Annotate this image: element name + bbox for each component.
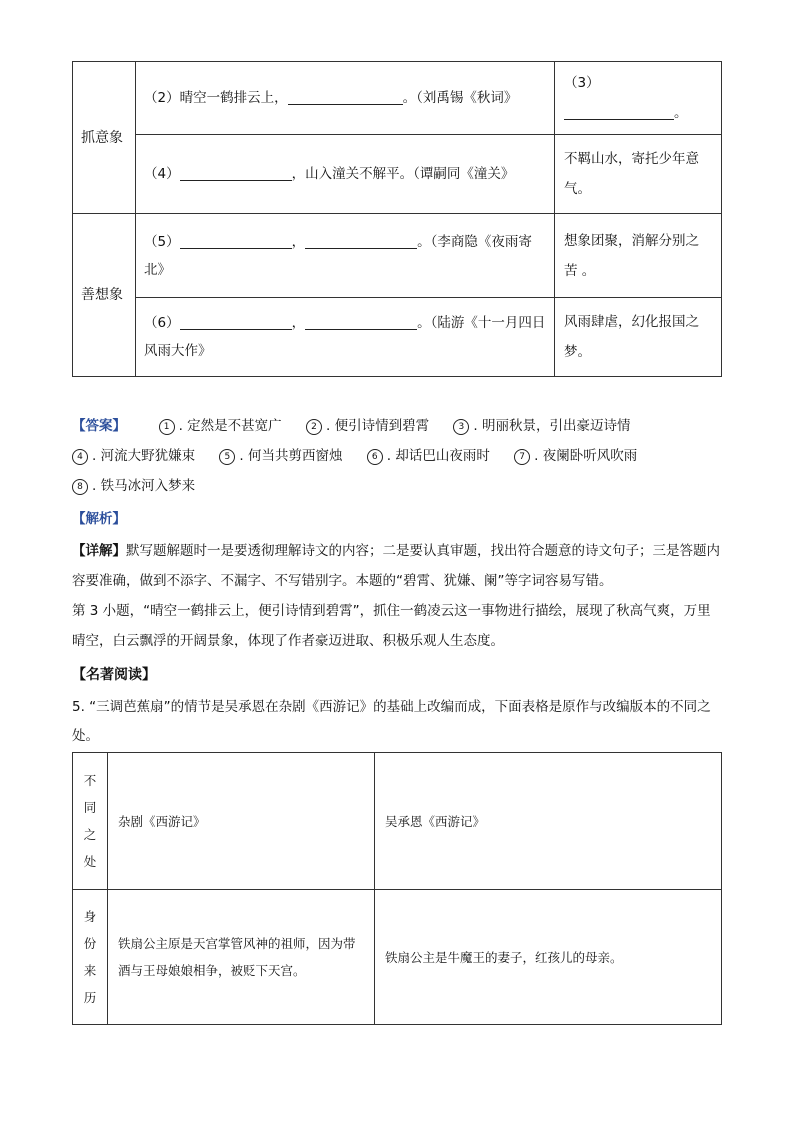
question-cell <box>136 62 555 135</box>
q3-paragraph: 第 3 小题，“晴空一鹤排云上，便引诗情到碧霄”，抓住一鹤凌云这一事物进行描绘，展现了秋高气爽，万里晴空，白云飘浮的开阔景象，体现了作者豪迈进取、积极乐观人生态度。 <box>72 603 711 649</box>
vertical-char: 处 <box>83 854 97 869</box>
table-row <box>73 135 722 214</box>
analysis-label: 【解析】 <box>72 511 126 527</box>
answer-item <box>72 441 195 471</box>
table-header-row <box>73 753 722 890</box>
question-number: （3） <box>564 75 600 91</box>
answer-number: 7 <box>514 449 530 465</box>
row-vertical-cell <box>73 890 108 1025</box>
answer-item <box>514 441 637 471</box>
question-source: 。（李商隐《夜雨寄北》 <box>144 233 532 278</box>
question-number: （2） <box>144 90 180 106</box>
answer-number: 5 <box>219 449 235 465</box>
answer-blank[interactable] <box>180 313 292 330</box>
header-vertical-cell <box>73 753 108 890</box>
answer-item <box>453 411 630 441</box>
answer-text: . 铁马冰河入梦来 <box>92 478 196 494</box>
question-cell <box>136 298 555 377</box>
question-5-text: 5. “三调芭蕉扇”的情节是吴承恩在杂剧《西游记》的基础上改编而成，下面表格是原作与改编版本的不同之处。 <box>72 699 711 744</box>
analysis-label-block <box>72 507 724 531</box>
question-text: 。 <box>674 105 688 121</box>
vertical-char: 身 <box>83 909 97 924</box>
vertical-char: 不 <box>83 773 97 788</box>
answer-text: . 却话巴山夜雨时 <box>386 448 490 464</box>
answer-item <box>159 411 282 441</box>
question-number: （6） <box>144 315 180 331</box>
table-row <box>73 214 722 298</box>
answer-item <box>367 441 490 471</box>
answer-item <box>306 411 429 441</box>
answer-number: 6 <box>367 449 383 465</box>
answer-cell <box>555 62 722 135</box>
question-source: 。（陆游《十一月四日风雨大作》 <box>144 315 546 359</box>
table-row <box>73 890 722 1025</box>
header-zaju: 杂剧《西游记》 <box>108 753 375 890</box>
question-text: 晴空一鹤排云上， <box>179 90 288 106</box>
vertical-char: 来 <box>83 963 97 978</box>
question-cell <box>136 135 555 214</box>
answer-blank[interactable] <box>180 232 292 249</box>
table-row <box>73 298 722 377</box>
question-text: ， <box>291 233 306 250</box>
answer-number: 1 <box>159 419 175 435</box>
question-source: ，山入潼关不解平。（谭嗣同《潼关》 <box>291 166 515 182</box>
analysis-detail <box>72 536 724 656</box>
detail-paragraph <box>72 536 724 596</box>
answer-text: . 便引诗情到碧霄 <box>325 418 430 434</box>
answer-blank[interactable] <box>305 232 417 249</box>
answer-blank[interactable] <box>288 88 403 105</box>
table-row <box>73 62 722 135</box>
answer-blank[interactable] <box>564 103 674 120</box>
answer-label: 【答案】 <box>72 418 126 434</box>
wu-identity-cell: 铁扇公主是牛魔王的妻子，红孩儿的母亲。 <box>375 890 722 1025</box>
answer-cell: 不羁山水，寄托少年意气。 <box>555 135 722 214</box>
answer-block <box>72 411 724 501</box>
answer-item <box>72 471 195 501</box>
zaju-identity-cell: 铁扇公主原是天宫掌管风神的祖师，因为带酒与王母娘娘相争，被贬下天宫。 <box>108 890 375 1025</box>
question-number: （4） <box>144 166 180 182</box>
answer-text: . 夜阑卧听风吹雨 <box>534 448 638 464</box>
question-cell <box>136 214 555 298</box>
vertical-char: 同 <box>83 800 97 815</box>
header-wu-chengen: 吴承恩《西游记》 <box>375 753 722 890</box>
answer-text: . 明丽秋景，引出豪迈诗情 <box>473 418 631 434</box>
question-source: 。（刘禹锡《秋词》 <box>402 90 518 106</box>
answer-number: 8 <box>72 479 88 495</box>
category-cell: 抓意象 <box>73 62 136 214</box>
comparison-table <box>72 752 722 1025</box>
category-cell: 善想象 <box>73 214 136 377</box>
question-text: ， <box>291 315 306 331</box>
answer-text: . 河流大野犹嫌束 <box>92 448 196 464</box>
answer-number: 3 <box>453 419 469 435</box>
detail-text: 默写题解题时一是要透彻理解诗文的内容；二是要认真审题，找出符合题意的诗文句子；三是答题内容要准确，做到不添字、不漏字、不写错别字。本题的“碧霄、犹嫌、阑”等字词容易写错。 <box>72 543 720 589</box>
question-number: （5） <box>144 233 180 250</box>
vertical-char: 历 <box>83 990 97 1005</box>
answer-blank[interactable] <box>180 164 292 181</box>
poetry-fill-table <box>72 61 722 377</box>
vertical-char: 之 <box>83 827 97 842</box>
answer-cell: 想象团聚，消解分别之苦 。 <box>555 214 722 298</box>
answer-number: 2 <box>306 419 322 435</box>
detail-label: 【详解】 <box>72 543 126 559</box>
vertical-char: 份 <box>83 936 97 951</box>
answer-cell: 风雨肆虐，幻化报国之梦。 <box>555 298 722 377</box>
answer-blank[interactable] <box>305 313 417 330</box>
answer-item <box>219 441 342 471</box>
answer-text: . 定然是不甚宽广 <box>178 418 282 434</box>
section-heading: 【名著阅读】 <box>72 667 156 683</box>
answer-text: . 何当共剪西窗烛 <box>239 448 343 464</box>
answer-number: 4 <box>72 449 88 465</box>
